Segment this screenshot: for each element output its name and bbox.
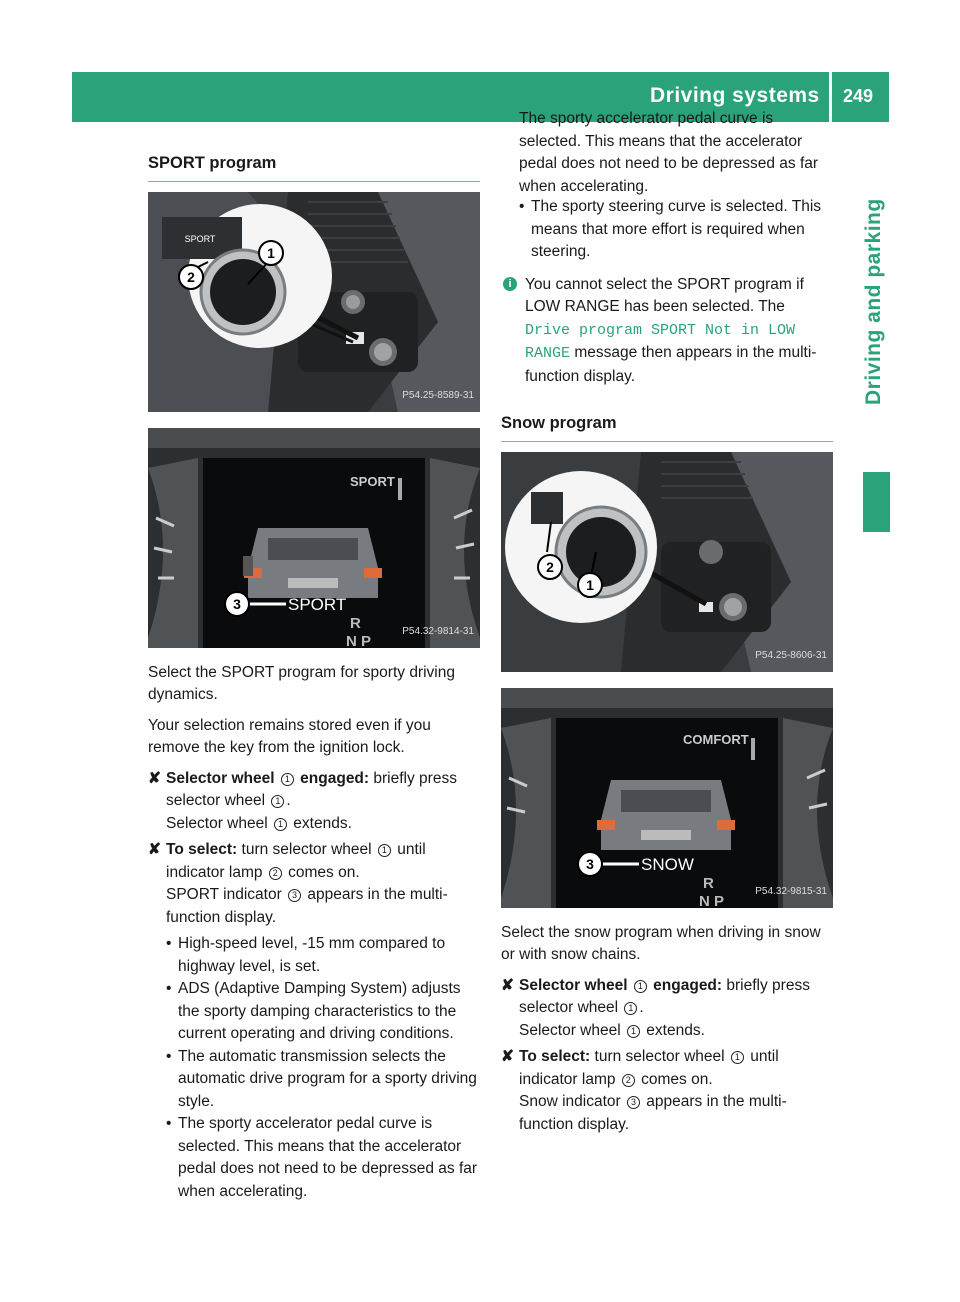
gear-np: N P: [699, 892, 725, 910]
gear-r: R: [350, 614, 361, 632]
callout-ref-2: 2: [622, 1074, 635, 1087]
step-bold: engaged:: [300, 769, 370, 787]
step-bold: Selector wheel: [166, 769, 275, 787]
step-text: briefly press selector wheel: [519, 976, 810, 1016]
bullet-item-split: • The sporty accelerator pedal curve is selected. This means that the accelerator pedal does not need to be depressed as far when accelerating.: [166, 1115, 478, 1200]
step-text: comes on.: [641, 1070, 713, 1088]
cluster-illustration: [501, 688, 833, 908]
callout-1: 1: [258, 240, 284, 266]
callout-ref-3: 3: [627, 1096, 640, 1109]
step-text: extends.: [646, 1021, 705, 1039]
step-bold: To select:: [519, 1048, 591, 1065]
step-bold: engaged:: [653, 976, 723, 994]
figure-code: P54.25-8606-31: [755, 650, 827, 661]
step-text: Snow indicator: [519, 1093, 621, 1110]
left-column: [148, 152, 480, 1200]
callout-1: 1: [577, 572, 603, 598]
callout-ref-1: 1: [274, 818, 287, 831]
step-text: until indicator lamp: [519, 1048, 779, 1088]
console-illustration: [148, 192, 480, 412]
step-text: extends.: [293, 814, 352, 832]
callout-ref-1: 1: [378, 844, 391, 857]
sport-stored-note: Your selection remains stored even if you remove the key from the ignition lock.: [148, 716, 431, 756]
step-text: turn selector wheel: [241, 841, 372, 858]
step-arrow-icon: ✘: [148, 841, 161, 858]
info-text: You cannot select the SPORT program if LOW RANGE has been selected. The: [525, 275, 804, 315]
step-arrow-icon: ✘: [148, 769, 161, 787]
cluster-illustration: [148, 428, 480, 648]
bullet-item: • High-speed level, -15 mm compared to highway level, is set.: [166, 935, 446, 975]
callout-ref-1: 1: [281, 773, 294, 786]
sport-console-figure: [148, 192, 480, 412]
sport-intro: Select the SPORT program for sporty driving dynamics.: [148, 663, 455, 703]
callout-2: 2: [537, 554, 563, 580]
sport-cluster-figure: [148, 428, 480, 648]
callout-3: 3: [577, 851, 603, 877]
callout-ref-3: 3: [288, 889, 301, 902]
callout-ref-1: 1: [627, 1025, 640, 1038]
sport-step-2: [148, 839, 480, 929]
bullet-item: • ADS (Adaptive Damping System) adjusts the sporty damping characteristics to the current operating and driving conditions.: [166, 980, 461, 1042]
sport-heading: SPORT program: [148, 152, 480, 182]
step-text: SPORT indicator: [166, 886, 282, 903]
step-text: Selector wheel: [519, 1021, 621, 1039]
step-text: Selector wheel: [166, 814, 268, 832]
bullet-item: • The automatic transmission selects the automatic drive program for a sporty driving style.: [166, 1047, 477, 1110]
snow-step-2: [501, 1046, 833, 1136]
snow-indicator: SNOW: [641, 854, 694, 874]
callout-ref-1: 1: [634, 980, 647, 993]
right-column: [501, 110, 833, 1136]
chapter-tab-marker: [863, 472, 890, 532]
sport-step-1: ✘ Selector wheel 1 engaged: briefly press selector wheel 1 . Selector wheel 1 extends.: [148, 769, 457, 832]
gear-np: N P: [346, 632, 372, 650]
section-title: Driving systems: [650, 84, 820, 107]
display-top-label: COMFORT: [683, 731, 749, 747]
bullet-item: • The sporty steering curve is selected. This means that more effort is required when steering.: [519, 198, 822, 260]
bullet-item-continued: The sporty accelerator pedal curve is selected. This means that the accelerator pedal does not need to be depressed as far when accelerating.: [519, 110, 819, 195]
step-arrow-icon: ✘: [501, 1048, 514, 1065]
info-note: [501, 274, 833, 389]
figure-code: P54.25-8589-31: [402, 390, 474, 401]
step-text: appears in the multi-function display.: [166, 886, 448, 926]
gear-r: R: [703, 874, 714, 892]
snow-intro: Select the snow program when driving in snow or with snow chains.: [501, 923, 821, 963]
snow-console-figure: [501, 452, 833, 672]
callout-ref-1: 1: [271, 795, 284, 808]
info-text: message then appears in the multi-function display.: [525, 344, 817, 385]
step-bold: Selector wheel: [519, 976, 628, 994]
figure-code: P54.32-9815-31: [755, 886, 827, 897]
callout-3: 3: [224, 591, 250, 617]
chapter-tab-label: Driving and parking: [862, 198, 885, 405]
figure-code: P54.32-9814-31: [402, 626, 474, 637]
callout-ref-2: 2: [269, 867, 282, 880]
lamp-label: SPORT: [184, 233, 216, 244]
step-text: briefly press selector wheel: [166, 769, 457, 809]
step-text: appears in the multi-function display.: [519, 1093, 787, 1133]
snow-step-1: ✘ Selector wheel 1 engaged: briefly press selector wheel 1 . Selector wheel 1 extends.: [501, 976, 810, 1039]
display-top-label: SPORT: [350, 473, 395, 489]
step-text: turn selector wheel: [594, 1048, 725, 1065]
info-icon: i: [503, 277, 517, 291]
step-text: comes on.: [288, 863, 360, 881]
callout-ref-1: 1: [624, 1002, 637, 1015]
step-arrow-icon: ✘: [501, 976, 514, 994]
step-text: until indicator lamp: [166, 841, 426, 881]
snow-heading: Snow program: [501, 412, 833, 442]
snow-cluster-figure: [501, 688, 833, 908]
callout-ref-1: 1: [731, 1051, 744, 1064]
display-message: Drive program SPORT Not in LOW RANGE: [525, 321, 796, 362]
page-number: 249: [843, 86, 874, 106]
sport-indicator: SPORT: [288, 594, 347, 614]
step-bold: To select:: [166, 841, 238, 858]
callout-2: 2: [178, 264, 204, 290]
